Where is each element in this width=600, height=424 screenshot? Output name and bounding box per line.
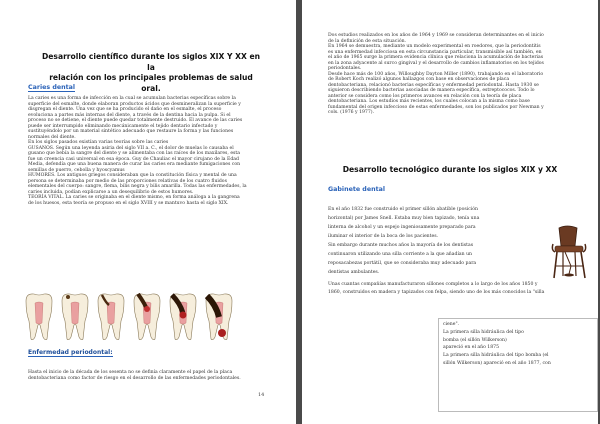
caries-line: En los siglos pasados existían varias teorías sobre las caries xyxy=(28,140,169,145)
box-line: bomba (el sillón Wilkerson) xyxy=(443,337,507,343)
dental-chair-illustration xyxy=(545,222,595,282)
tooth-decay-illustration xyxy=(22,293,234,341)
gabinete-text-wide xyxy=(328,281,586,297)
box-line: apareció en el año 1875 xyxy=(443,345,499,351)
text-line: 1860, construidos en madera y tapizados con felpa, siendo uno de los más conocidos la "silla xyxy=(328,290,545,295)
perio-line: dentobacteriana como factor de riesgo en el desarrollo de las enfermedades periodontales. xyxy=(28,375,241,381)
text-line: es una enfermedad infecciosa en esta circunstancia particular, transmisible así también, en xyxy=(328,49,542,55)
tooth-stage-5 xyxy=(170,294,196,340)
caries-line: caries incluida, podían explicarse a un desequilibrio de estos humores. xyxy=(28,189,194,195)
box-line: La primera silla hidráulica del tipo bomba (el xyxy=(443,353,549,359)
text-line: En 1964 se demuestra, mediante un modelo experimental en roedores, que la periodontitis xyxy=(328,44,541,49)
text-box-content xyxy=(443,321,595,368)
text-line: reposacabezas portátil, que se consideraba muy adecuado para xyxy=(328,261,477,266)
gabinete-text xyxy=(328,205,528,277)
text-line: siguieron describiendo bacterias asociadas de manera específica, estreptococos. Todo lo xyxy=(328,88,535,93)
tooth-stage-2 xyxy=(62,294,88,340)
text-line: Desde hace más de 100 años, Willoughby Dayton Miller (1890), trabajando en el laboratorio xyxy=(328,71,544,77)
caries-line: sustituyéndolo por un material sintético adecuado que restaure la forma y las funciones xyxy=(28,129,234,134)
text-line: en la zona adyacente al surco gingival y el desarrollo de cambios inflamatorios en los tejidos xyxy=(328,60,544,66)
text-line: iluminar el interior de la boca de los pacientes. xyxy=(328,234,439,239)
text-box xyxy=(438,318,598,412)
text-line: dentobacteriana, relacionó bacterias específicas y enfermedad periodontal. Hasta 1930 se xyxy=(328,82,539,88)
text-line: Dos estudios realizados en los años de 1964 y 1969 se consideran determinantes en el inicio xyxy=(328,33,544,38)
section-title: Desarrollo tecnológico durante los siglos XIX y XX xyxy=(342,165,558,174)
caries-line: Media, defendía que una buena manera de curar las caries era mediante fumigaciones con xyxy=(28,162,241,167)
right-top-text xyxy=(328,33,576,116)
caries-line: proceso no se detiene, el diente puede quedar totalmente destruido. El avance de las caries xyxy=(28,118,243,123)
perio-line: Hasta el inicio de la década de los sesenta no se definía claramente el papel de la placa xyxy=(28,370,233,375)
caries-line: GUSANOS. Según una leyenda asiria del siglo VII a. C., el dolor de muelas lo causaba el xyxy=(28,145,234,151)
text-line: cols. (1976 y 1977). xyxy=(328,110,375,115)
text-line: horizontal) por James Snell. Estaba muy bien tapizado, tenía una xyxy=(328,216,480,221)
perio-text xyxy=(28,370,268,381)
text-line: de la definición de esta situación. xyxy=(328,38,407,44)
text-line: Unas cuantas compañías manufacturaron sillones completos a lo largo de los años 1850 y xyxy=(328,282,538,287)
caries-heading: Caries dental xyxy=(28,84,76,91)
text-line: anterior se considera como los primeros avances en relación con la teoría de placa xyxy=(328,93,522,99)
title-line-1: Desarrollo científico durante los siglos XIX Y XX en la xyxy=(41,52,261,72)
caries-line: La caries es una forma de infección en la cual se acumulan bacterias específicas sobre la xyxy=(28,96,236,101)
caries-line: gusano que bebía la sangre del diente y se alimentaba con las raíces de los maxilares, esta xyxy=(28,151,240,156)
gabinete-heading: Gabinete dental xyxy=(328,186,385,193)
left-page xyxy=(0,0,296,424)
caries-line: normales del diente. xyxy=(28,134,76,140)
caries-line: persona se determinaba por medio de las proporciones relativas de los cuatro fluidos xyxy=(28,178,227,184)
box-line: La primera silla hidráulica del tipo xyxy=(443,329,524,335)
text-line: continuaron utilizando una silla corriente a la que añadían un xyxy=(328,252,472,257)
page-number: 14 xyxy=(258,392,265,398)
perio-heading: Enfermedad periodontal: xyxy=(28,349,113,356)
box-line: ciene". xyxy=(443,322,460,327)
tooth-stage-1 xyxy=(26,294,52,340)
tooth-stage-6 xyxy=(206,294,232,340)
text-line: de Robert Koch realizó algunos hallazgos con base en observaciones de placa xyxy=(328,77,510,82)
caries-line: puede ser interrumpido eliminando mecánicamente el tejido dentario infectado y xyxy=(28,123,218,129)
caries-line: elementales del cuerpo: sangre, flema, bilis negra y bilis amarilla. Todas las enfermedades, la xyxy=(28,184,247,189)
text-line: En el año 1832 fue construido el primer sillón abatible (posición xyxy=(328,207,478,212)
tooth-stage-3 xyxy=(98,294,124,340)
caries-line: fue un creencia casi universal en esa época. Guy de Chauliac el mayor cirujano de la Edad xyxy=(28,156,239,162)
caries-line: TEORÍA VITAL. La caries se originaba en el diente mismo, en forma análoga a la gangrena xyxy=(28,195,240,200)
text-line: fundamental del origen infeccioso de estas enfermedades, son los publicados por Newman y xyxy=(328,104,544,110)
caries-line: HUMORES. Los antiguos griegos consideraban que la constitución física y mental de una xyxy=(28,173,237,178)
box-line: sillón Wilkerson) apareció en el año 1877, con xyxy=(443,360,551,366)
caries-text xyxy=(28,96,268,206)
text-line: linterna de alcohol y un espejo ingeniosamente preparado para xyxy=(328,225,476,230)
tooth-stage-4 xyxy=(134,294,160,340)
text-line: dentistas ambulantes. xyxy=(328,270,380,275)
caries-line: de los huesos, esta teoría se propuso en el siglo XVIII y se mantuvo hasta el siglo XIX. xyxy=(28,200,229,206)
text-line: Sin embargo durante muchos años la mayoría de los dentistas xyxy=(328,243,474,248)
text-line: periodontales. xyxy=(328,66,362,71)
caries-line: disgregan el diente. Una vez que se ha producido el daño en el esmalte, el proceso xyxy=(28,107,222,112)
caries-line: evoluciona a partes más internas del diente, a través de la dentina hacia la pulpa. Si el xyxy=(28,112,231,118)
text-line: el año de 1965 surge la primera evidencia clínica que relaciona la acumulación de bacterias xyxy=(328,55,544,60)
text-line: dentobacteriana. Los estudios más recientes, los cuales colocan a la misma como base xyxy=(328,99,530,104)
caries-line: semillas de puerro, cebolla y hyoscyamus xyxy=(28,167,125,173)
title-line-2: relación con los principales problemas de salud oral. xyxy=(49,73,253,93)
caries-line: superficie del esmalte, donde elaboran productos ácidos que desmineralizan la superficie y xyxy=(28,101,241,107)
